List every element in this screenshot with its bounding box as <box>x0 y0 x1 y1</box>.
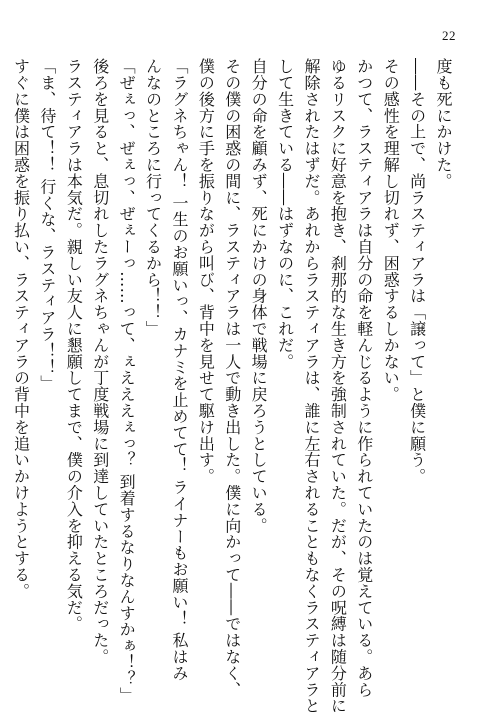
text-line: ゆるリスクに好意を抱き、刹那的な生き方を強制されていた。だが、その呪縛は随分前に <box>328 58 348 714</box>
text-line: 解除されたはずだ。あれからラスティアラは、誰に左右されることもなくラスティアラと <box>301 58 321 714</box>
text-line: すぐに僕は困惑を振り払い、ラスティアラの背中を追いかけようとする。 <box>11 58 31 600</box>
text-line: 「ぜぇっ、ぜぇっ、ぜぇーっ……って、ぇえええぇっ？ 到着するなりなんすかぁ！？」 <box>117 58 137 704</box>
text-line: 自分の命を顧みず、死にかけの身体で戦場に戻ろうとしている。 <box>249 58 269 534</box>
text-line: その感性を理解し切れず、困惑するしかない。 <box>381 58 401 403</box>
text-line: 後ろを見ると、息切れしたラグネちゃんが丁度戦場に到達していたところだった。 <box>90 58 110 665</box>
text-line: んなのところに行ってくるから！！」 <box>143 58 163 337</box>
text-line: して生きている――はずなのに、これだ。 <box>275 58 295 370</box>
text-line: 度も死にかけた。 <box>434 58 453 190</box>
text-line: 「ま、待て！！ 行くな、ラスティアラ！！」 <box>37 58 57 392</box>
text-line: かつて、ラスティアラは自分の命を軽んじるように作られていたのは覚えている。あら <box>354 58 374 698</box>
page-number: 22 <box>442 28 456 43</box>
text-line: その僕の困惑の間に、ラスティアラは一人で動き出した。僕に向かって――ではなく、 <box>222 58 242 698</box>
text-line: 「ラグネちゃん！ 一生のお願いっ、カナミを止めてて！ ライナーもお願い！ 私はみ <box>169 58 189 682</box>
text-line: 僕の後方に手を振りながら叫び、背中を見せて駆け出す。 <box>196 58 216 485</box>
text-line: ――その上で、尚ラスティアラは「譲って」と僕に願う。 <box>407 58 427 485</box>
vertical-text-body <box>7 58 456 714</box>
text-line: ラスティアラは本気だ。親しい友人に懇願してまで、僕の介入を抑える気だ。 <box>64 58 84 632</box>
